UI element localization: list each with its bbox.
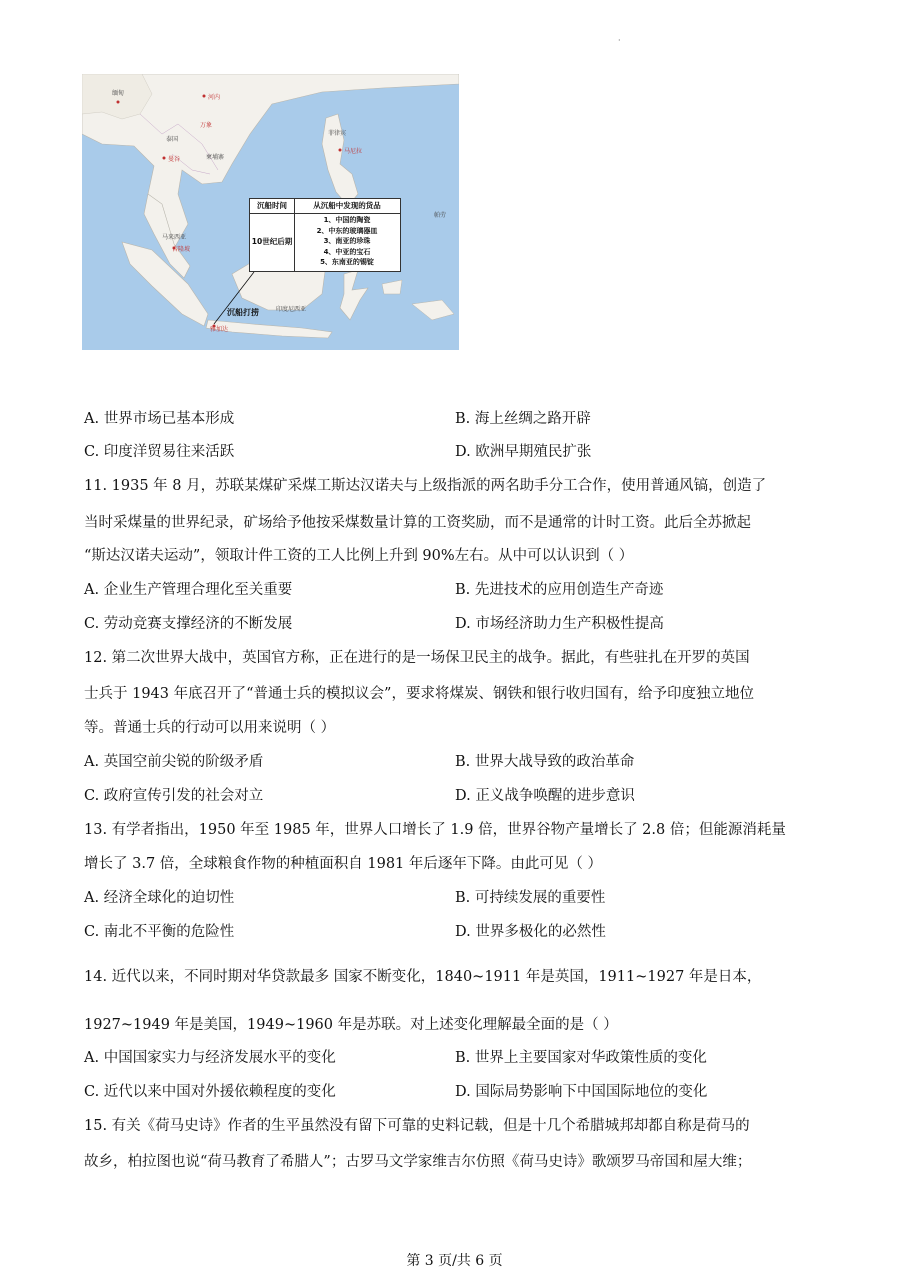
shipwreck-table xyxy=(249,198,401,272)
q11-option-b: B. 先进技术的应用创造生产奇迹 xyxy=(455,582,664,598)
map-label-jakarta: 雅加达 xyxy=(210,326,229,333)
q12-option-b: B. 世界大战导致的政治革命 xyxy=(455,754,635,770)
q10-option-a: A. 世界市场已基本形成 xyxy=(84,411,235,427)
q12-line-3: 等。普通士兵的行动可以用来说明（ ） xyxy=(84,720,336,736)
map-label-bangkok: 曼谷 xyxy=(168,156,181,163)
q13-line-2: 增长了 3.7 倍，全球粮食作物的种植面积自 1981 年后逐年下降。由此可见（ ） xyxy=(84,856,603,872)
q10-option-d: D. 欧洲早期殖民扩张 xyxy=(455,444,592,460)
goods-item: 5、东南亚的锡锭 xyxy=(320,258,374,267)
q12-option-d: D. 正义战争唤醒的进步意识 xyxy=(455,788,635,804)
wreck-salvage-label: 沉船打捞 xyxy=(227,308,259,317)
q11-option-a: A. 企业生产管理合理化至关重要 xyxy=(84,582,293,598)
goods-item: 2、中东的玻璃器皿 xyxy=(316,226,378,235)
q10-option-b: B. 海上丝绸之路开辟 xyxy=(455,411,591,427)
header-mark: · xyxy=(618,36,621,45)
map-label-myanmar: 缅甸 xyxy=(112,90,125,97)
table-cell-period: 10世纪后期 xyxy=(250,213,295,271)
q12-line-2: 士兵于 1943 年底召开了“普通士兵的模拟议会”，要求将煤炭、钢铁和银行收归国有，给予印度独立地位 xyxy=(84,686,754,702)
q14-option-b: B. 世界上主要国家对华政策性质的变化 xyxy=(455,1050,707,1066)
q14-line-2: 1927~1949 年是美国，1949~1960 年是苏联。对上述变化理解最全面的是（ ） xyxy=(84,1017,618,1033)
q15-line-1: 15. 有关《荷马史诗》作者的生平虽然没有留下可靠的史料记载，但是十几个希腊城邦却都自称是荷马的 xyxy=(84,1118,750,1134)
q14-line-1: 14. 近代以来，不同时期对华贷款最多 国家不断变化，1840~1911 年是英国，1911~1927 年是日本， xyxy=(84,969,762,985)
map-label-palau: 帕劳 xyxy=(434,212,447,219)
q13-option-c: C. 南北不平衡的危险性 xyxy=(84,924,235,940)
q10-option-c: C. 印度洋贸易往来活跃 xyxy=(84,444,235,460)
goods-item: 1、中国的陶瓷 xyxy=(323,216,371,224)
map-label-luang: 万象 xyxy=(200,122,213,129)
table-cell-goods xyxy=(294,215,400,268)
q11-line-1: 11. 1935 年 8 月，苏联某煤矿采煤工斯达汉诺夫与上级指派的两名助手分工合作，使用普通风镐，创造了 xyxy=(84,478,767,494)
q14-option-c: C. 近代以来中国对外援依赖程度的变化 xyxy=(84,1084,336,1100)
q15-line-2: 故乡，柏拉图也说“荷马教育了希腊人”；古罗马文学家维吉尔仿照《荷马史诗》歌颂罗马帝国和屋大维； xyxy=(84,1154,752,1170)
map-label-thailand: 泰国 xyxy=(166,136,179,143)
map-label-cambodia: 柬埔寨 xyxy=(206,154,225,161)
page-footer: 第 3 页/共 6 页 xyxy=(406,1253,503,1269)
q11-line-2: 当时采煤量的世界纪录，矿场给予他按采煤数量计算的工资奖励，而不是通常的计时工资。此后全苏掀起 xyxy=(84,515,751,531)
map-label-malaysia: 马来西亚 xyxy=(162,234,187,241)
table-header-time: 沉船时间 xyxy=(250,199,295,214)
q12-option-a: A. 英国空前尖锐的阶级矛盾 xyxy=(84,754,264,770)
q13-option-b: B. 可持续发展的重要性 xyxy=(455,890,606,906)
q12-option-c: C. 政府宣传引发的社会对立 xyxy=(84,788,264,804)
q13-line-1: 13. 有学者指出，1950 年至 1985 年，世界人口增长了 1.9 倍，世界谷物产量增长了 2.8 倍；但能源消耗量 xyxy=(84,822,786,838)
sea-map-figure xyxy=(82,74,459,350)
q13-option-a: A. 经济全球化的迫切性 xyxy=(84,890,235,906)
table-header-goods: 从沉船中发现的货品 xyxy=(294,199,400,214)
q14-option-a: A. 中国国家实力与经济发展水平的变化 xyxy=(84,1050,336,1066)
goods-item: 4、中亚的宝石 xyxy=(323,247,371,256)
q13-option-d: D. 世界多极化的必然性 xyxy=(455,924,606,940)
map-label-kl: 吉隆坡 xyxy=(172,246,191,253)
map-label-philippines: 菲律宾 xyxy=(328,130,347,137)
map-label-hanoi: 河内 xyxy=(208,94,221,101)
goods-item: 3、南亚的珍珠 xyxy=(323,237,371,246)
q14-option-d: D. 国际局势影响下中国国际地位的变化 xyxy=(455,1084,708,1100)
q11-option-d: D. 市场经济助力生产积极性提高 xyxy=(455,616,664,632)
map-label-manila: 马尼拉 xyxy=(344,148,363,155)
q12-line-1: 12. 第二次世界大战中，英国官方称，正在进行的是一场保卫民主的战争。据此，有些驻扎在开罗的英国 xyxy=(84,650,750,666)
q11-option-c: C. 劳动竞赛支撑经济的不断发展 xyxy=(84,616,293,632)
q11-line-3: “斯达汉诺夫运动”，领取计件工资的工人比例上升到 90%左右。从中可以认识到（ ） xyxy=(84,548,634,564)
map-label-indonesia: 印度尼西亚 xyxy=(276,306,307,313)
